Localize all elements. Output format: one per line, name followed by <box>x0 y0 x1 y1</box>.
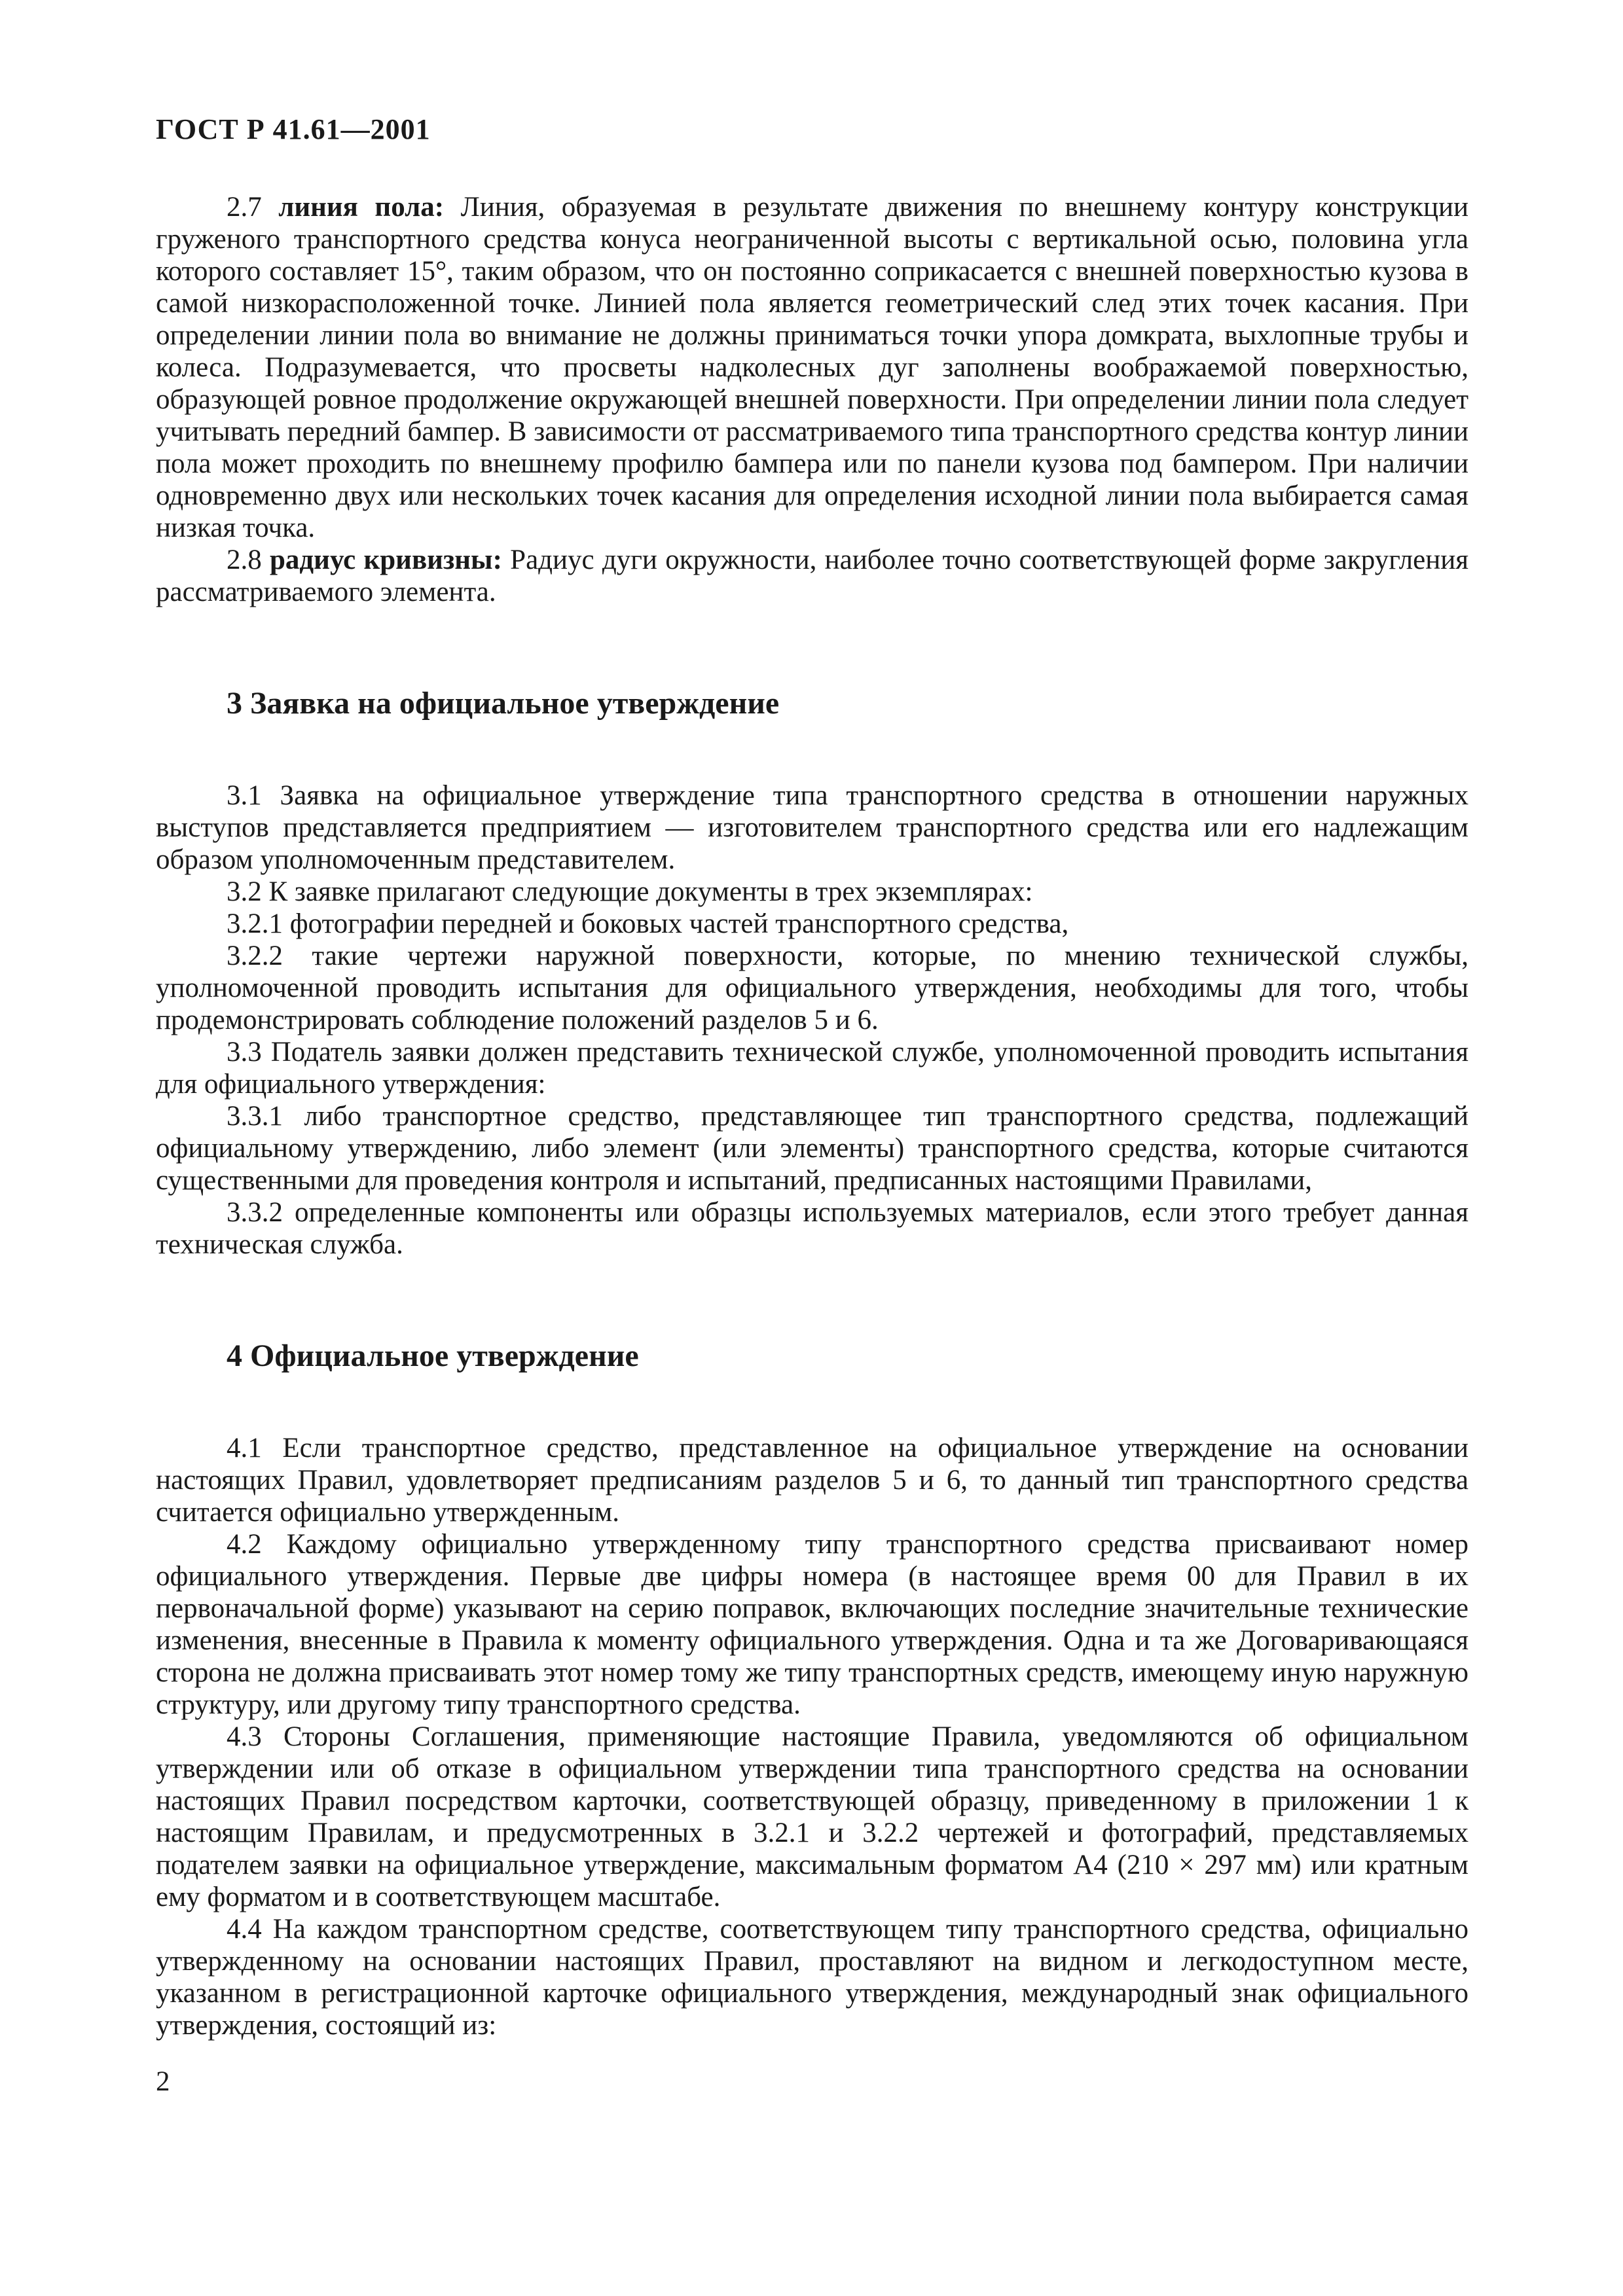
paragraph-3-3: 3.3 Податель заявки должен представить технической службе, уполномоченной проводить испытания для официального утверждения: <box>156 1037 1468 1100</box>
paragraph-4-3: 4.3 Стороны Соглашения, применяющие настоящие Правила, уведомляются об официальном утверждении или об отказе в официальном утверждении типа транспортного средства на основании настоящих Правил посредством карточки, соответствующей образцу, приведенному в приложении 1 к настоящим Правилам, и предусмотренных в 3.2.1 и 3.2.2 чертежей и фотографий, представляемых подателем заявки на официальное утверждение, максимальным форматом А4 (210 × 297 мм) или кратным ему форматом и в соответствующем масштабе. <box>156 1721 1468 1912</box>
clause-text: Радиус дуги окружности, наиболее точно соответствующей форме закругления рассматриваемого элемента. <box>156 545 1469 607</box>
paragraph-3-1: 3.1 Заявка на официальное утверждение типа транспортного средства в отношении наружных выступов представляется предприятием — изготовителем транспортного средства или его надлежащим образом уполномоченным представителем. <box>156 780 1468 875</box>
term-bold: линия пола: <box>278 192 445 223</box>
document-body <box>156 191 1468 2041</box>
paragraph-3-2-2: 3.2.2 такие чертежи наружной поверхности, которые, по мнению технической службы, уполномоченной проводить испытания для официального утверждения, необходимы для того, чтобы продемонстрировать соблюдение положений разделов 5 и 6. <box>156 941 1468 1035</box>
paragraph-4-4: 4.4 На каждом транспортном средстве, соответствующем типу транспортного средства, официально утвержденному на основании настоящих Правил, проставляют на видном и легкодоступном месте, указанном в регистрационной карточке официального утверждения, международный знак официального утверждения, состоящий из: <box>156 1914 1468 2041</box>
document-header: ГОСТ Р 41.61—2001 <box>156 113 431 145</box>
paragraph-4-2: 4.2 Каждому официально утвержденному типу транспортного средства присваивают номер официального утверждения. Первые две цифры номера (в настоящее время 00 для Правил в их первоначальной форме) указывают на серию поправок, включающих последние значительные технические изменения, внесенные в Правила к моменту официального утверждения. Одна и та же Договаривающаяся сторона не должна присваивать этот номер тому же типу транспортных средств, имеющему иную наружную структуру, или другому типу транспортного средства. <box>156 1529 1468 1720</box>
paragraph-3-3-2: 3.3.2 определенные компоненты или образцы используемых материалов, если этого требует данная техническая служба. <box>156 1197 1468 1260</box>
clause-text: Линия, образуемая в результате движения по внешнему контуру конструкции груженого транспортного средства конуса неограниченной высоты с вертикальной осью, половина угла которого составляет 15°, таким образом, что он постоянно соприкасается с внешней поверхностью кузова в самой низкорасположенной точке. Линией пола является геометрический след этих точек касания. При определении линии пола во внимание не должны приниматься точки упора домкрата, выхлопные трубы и колеса. Подразумевается, что просветы надколесных дуг заполнены воображаемой поверхностью, образующей ровное продолжение окружающей внешней поверхности. При определении линии пола следует учитывать передний бампер. В зависимости от рассматриваемого типа транспортного средства контур линии пола может проходить по внешнему профилю бампера или по панели кузова под бампером. При наличии одновременно двух или нескольких точек касания для определения исходной линии пола выбирается самая низкая точка. <box>156 192 1469 543</box>
term-bold: радиус кривизны: <box>270 545 502 575</box>
paragraph-3-2: 3.2 К заявке прилагают следующие документы в трех экземплярах: <box>227 876 1033 907</box>
paragraph-4-1: 4.1 Если транспортное средство, представленное на официальное утверждение на основании настоящих Правил, удовлетворяет предписаниям разделов 5 и 6, то данный тип транспортного средства считается официально утвержденным. <box>156 1433 1468 1528</box>
paragraph-2-8 <box>156 544 1468 608</box>
paragraph-3-2-1: 3.2.1 фотографии передней и боковых частей транспортного средства, <box>227 908 1069 939</box>
section-3-heading: 3 Заявка на официальное утверждение <box>227 686 780 721</box>
page-number: 2 <box>156 2066 170 2097</box>
section-4-heading: 4 Официальное утверждение <box>227 1338 639 1373</box>
paragraph-3-3-1: 3.3.1 либо транспортное средство, представляющее тип транспортного средства, подлежащий официальному утверждению, либо элемент (или элементы) транспортного средства, которые считаются существенными для проведения контроля и испытаний, предписанных настоящими Правилами, <box>156 1101 1468 1196</box>
clause-number: 2.8 <box>227 545 262 575</box>
paragraph-2-7 <box>156 191 1468 544</box>
clause-number: 2.7 <box>227 192 262 223</box>
